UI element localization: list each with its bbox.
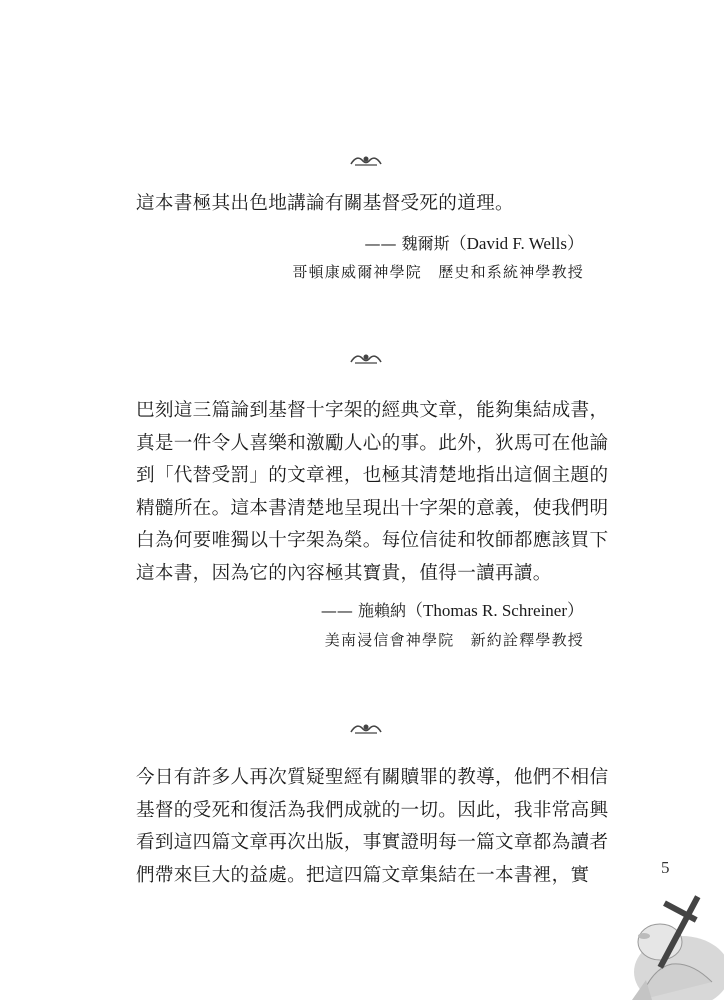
text-line: 精髓所在。這本書清楚地呈現出十字架的意義，使我們明 bbox=[136, 497, 609, 519]
endorsement-2-title: 美南浸信會神學院 新約詮釋學教授 bbox=[324, 631, 584, 649]
text-line: 白為何要唯獨以十字架為榮。每位信徒和牧師都應該買下 bbox=[136, 530, 609, 551]
floral-ornament-icon bbox=[349, 350, 383, 366]
endorsement-1-attribution bbox=[365, 229, 584, 254]
page-number: 5 bbox=[661, 858, 670, 877]
floral-ornament-icon bbox=[349, 720, 383, 736]
text-line: 看到這四篇文章再次出版，事實證明每一篇文章都為讀者 bbox=[136, 832, 609, 853]
attribution-dash: —— bbox=[364, 234, 397, 253]
endorsement-2-text bbox=[136, 395, 609, 590]
text-line: 們帶來巨大的益處。把這四篇文章集結在一本書裡，實 bbox=[136, 864, 590, 886]
author-name-zh: 魏爾斯 bbox=[401, 234, 450, 253]
endorsement-2-attribution bbox=[321, 596, 584, 621]
text-line: 巴刻這三篇論到基督十字架的經典文章，能夠集結成書， bbox=[136, 400, 609, 421]
endorsement-3-text bbox=[136, 762, 609, 892]
endorsement-1-text bbox=[136, 188, 596, 221]
text-line: 基督的受死和復活為我們成就的一切。因此，我非常高興 bbox=[136, 799, 609, 821]
lamb-with-cross-icon bbox=[612, 872, 724, 1000]
endorsement-1-title: 哥頓康威爾神學院 歷史和系統神學教授 bbox=[292, 263, 584, 281]
text-line: 到「代替受罰」的文章裡，也極其清楚地指出這個主題的 bbox=[136, 465, 609, 486]
author-name-en: （David F. Wells） bbox=[449, 234, 584, 253]
author-name-zh: 施賴納 bbox=[357, 601, 406, 620]
text-line: 這本書極其出色地講論有關基督受死的道理。 bbox=[136, 193, 514, 214]
text-line: 今日有許多人再次質疑聖經有關贖罪的教導，他們不相信 bbox=[136, 767, 609, 788]
author-name-en: （Thomas R. Schreiner） bbox=[406, 601, 584, 620]
floral-ornament-icon bbox=[349, 152, 383, 168]
text-line: 這本書，因為它的內容極其寶貴，值得一讀再讀。 bbox=[136, 562, 552, 584]
attribution-dash: —— bbox=[320, 601, 353, 620]
text-line: 真是一件令人喜樂和激勵人心的事。此外，狄馬可在他論 bbox=[136, 432, 609, 454]
